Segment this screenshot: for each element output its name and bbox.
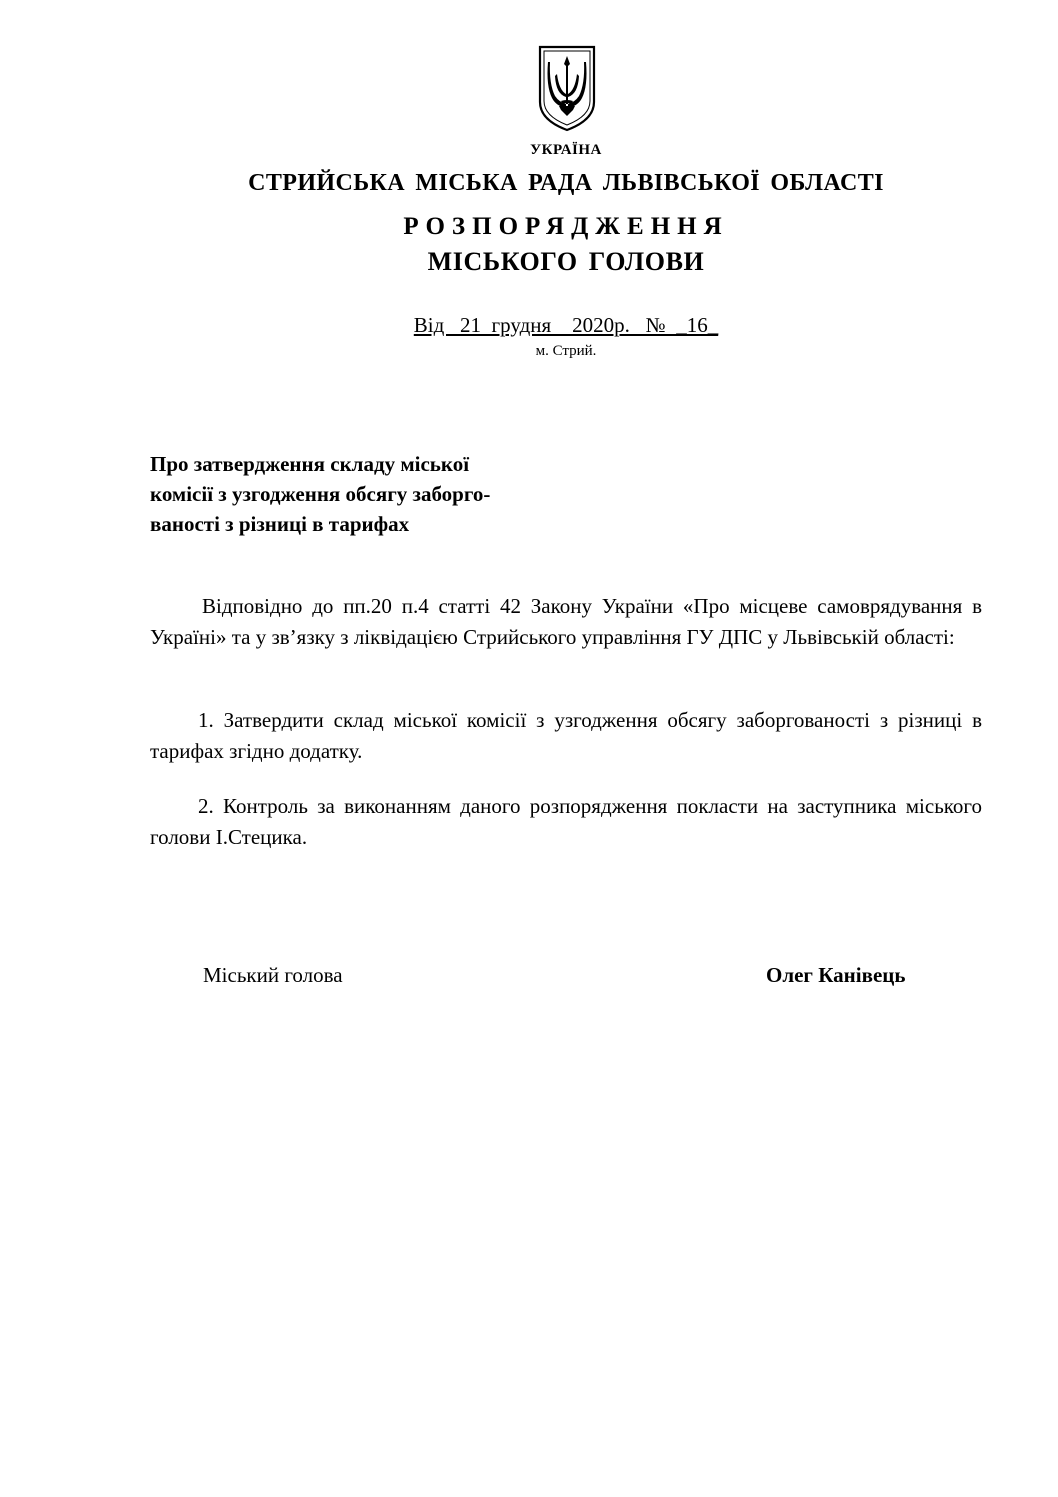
subject-line: комісії з узгодження обсягу заборго-: [150, 482, 491, 506]
trident-coat-of-arms-icon: [537, 44, 597, 132]
signatory-name: Олег Канівець: [766, 963, 906, 987]
document-subject: [150, 449, 610, 539]
preamble-paragraph: Відповідно до пп.20 п.4 статті 42 Закону України «Про місцеве самоврядування в Україні» та у зв’язку з ліквідацією Стрийського управління ГУ ДПС у Львівській області:: [150, 594, 982, 649]
country-name: УКРАЇНА: [530, 142, 602, 158]
council-name: СТРИЙСЬКА МІСЬКА РАДА ЛЬВІВСЬКОЇ ОБЛАСТІ: [248, 170, 884, 196]
order-item-1: 1. Затвердити склад міської комісії з узгодження обсягу заборгованості з різниці в тарифах згідно додатку.: [150, 708, 982, 763]
subject-line: Про затвердження складу міської: [150, 452, 470, 476]
signatory-title: Міський голова: [203, 963, 343, 987]
order-item-2: 2. Контроль за виконанням даного розпорядження покласти на заступника міського голови І.Стецика.: [150, 794, 982, 849]
document-issuer: МІСЬКОГО ГОЛОВИ: [427, 247, 705, 276]
subject-line: ваності з різниці в тарифах: [150, 512, 410, 536]
place-of-issue: м. Стрий.: [535, 343, 597, 359]
date-and-number: Від 21 грудня 2020р. № _16_: [413, 313, 719, 337]
document-type: РОЗПОРЯДЖЕННЯ: [403, 213, 729, 240]
